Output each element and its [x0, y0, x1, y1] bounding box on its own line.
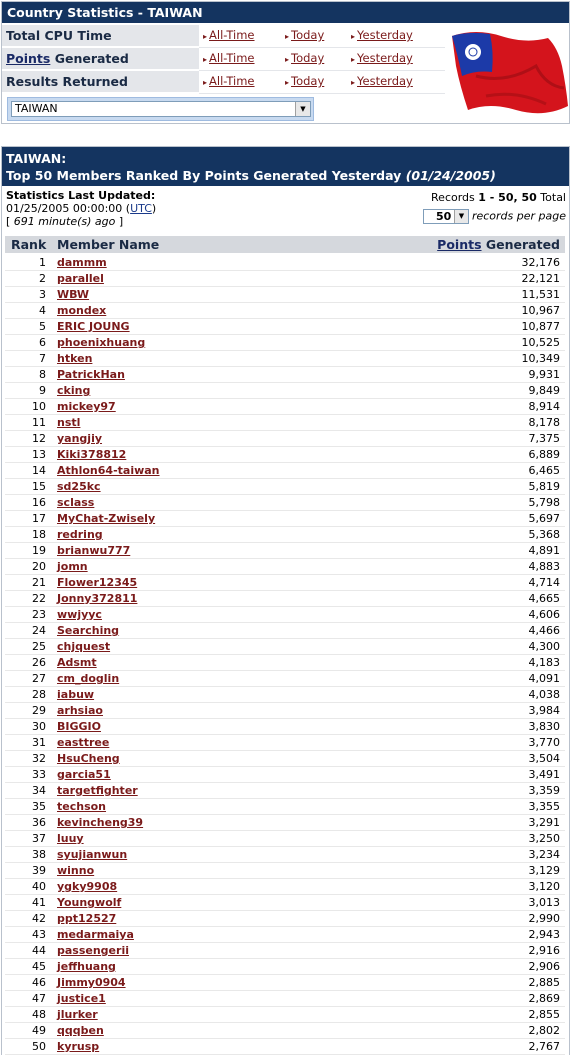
table-row: [5, 671, 565, 687]
rank-cell: 33: [32, 768, 46, 781]
table-row: [5, 543, 565, 559]
table-row: [5, 575, 565, 591]
rank-cell: 44: [32, 944, 46, 957]
table-row: [5, 767, 565, 783]
table-row: [5, 511, 565, 527]
chevron-down-icon[interactable]: ▼: [454, 210, 468, 223]
taiwan-flag-icon: [446, 26, 570, 123]
member-name-column-header: Member Name: [57, 237, 160, 252]
member-name-link[interactable]: jlurker: [57, 1008, 98, 1021]
member-name-link[interactable]: cking: [57, 384, 91, 397]
rank-cell: 49: [32, 1024, 46, 1037]
table-row: [5, 1007, 565, 1023]
results-returned-label: Results Returned: [2, 71, 199, 92]
member-name-link[interactable]: cm_doglin: [57, 672, 120, 685]
points-cell: 3,491: [528, 768, 560, 781]
rank-cell: 20: [32, 560, 46, 573]
points-cell: 3,250: [528, 832, 560, 845]
member-name-link[interactable]: justice1: [57, 992, 106, 1005]
arrow-right-icon: ▸: [203, 78, 208, 87]
member-name-link[interactable]: luuy: [57, 832, 84, 845]
table-row: [5, 735, 565, 751]
member-name-link[interactable]: kyrusp: [57, 1040, 100, 1053]
points-cell: 4,466: [528, 624, 560, 637]
points-cell: 5,368: [528, 528, 560, 541]
points-cell: 32,176: [521, 256, 560, 269]
results-yesterday-link[interactable]: ▸ Yesterday: [351, 71, 413, 93]
table-row: [5, 895, 565, 911]
rank-cell: 12: [32, 432, 46, 445]
table-row: [5, 607, 565, 623]
arrow-right-icon: ▸: [351, 32, 356, 41]
table-row: [5, 991, 565, 1007]
table-row: [5, 815, 565, 831]
table-row: [5, 559, 565, 575]
rank-cell: 9: [39, 384, 46, 397]
points-cell: 2,916: [528, 944, 560, 957]
points-cell: 2,767: [528, 1040, 560, 1053]
table-row: [5, 479, 565, 495]
member-name-link[interactable]: parallel: [57, 272, 104, 285]
table-row: [5, 975, 565, 991]
rank-column-header: Rank: [11, 237, 47, 252]
table-row: [5, 863, 565, 879]
points-generated-label: Points Generated: [2, 48, 199, 69]
member-name-link[interactable]: wwjyyc: [57, 608, 102, 621]
points-cell: 2,885: [528, 976, 560, 989]
cpu-alltime-link[interactable]: ▸ All-Time: [203, 25, 255, 47]
member-name-link[interactable]: mickey97: [57, 400, 116, 413]
points-cell: 4,091: [528, 672, 560, 685]
table-row: [5, 959, 565, 975]
rank-cell: 40: [32, 880, 46, 893]
points-cell: 10,349: [521, 352, 560, 365]
member-name-link[interactable]: HsuCheng: [57, 752, 120, 765]
cpu-yesterday-link[interactable]: ▸ Yesterday: [351, 25, 413, 47]
table-row: [5, 415, 565, 431]
rank-cell: 38: [32, 848, 46, 861]
table-row: [5, 719, 565, 735]
rank-cell: 3: [39, 288, 46, 301]
last-updated-info: Statistics Last Updated: 01/25/2005 00:00:00 (UTC) [ 691 minute(s) ago ]: [6, 189, 157, 228]
points-cell: 3,013: [528, 896, 560, 909]
member-name-link[interactable]: sd25kc: [57, 480, 101, 493]
rank-cell: 34: [32, 784, 46, 797]
rank-cell: 28: [32, 688, 46, 701]
points-yesterday-link[interactable]: ▸ Yesterday: [351, 48, 413, 70]
table-row: [5, 655, 565, 671]
rank-cell: 7: [39, 352, 46, 365]
points-help-link[interactable]: Points: [6, 51, 51, 66]
table-row: [5, 703, 565, 719]
rank-cell: 16: [32, 496, 46, 509]
points-cell: 7,375: [528, 432, 560, 445]
table-row: [5, 335, 565, 351]
arrow-right-icon: ▸: [285, 55, 290, 64]
rank-cell: 37: [32, 832, 46, 845]
member-name-link[interactable]: Flower12345: [57, 576, 138, 589]
points-cell: 10,967: [521, 304, 560, 317]
points-cell: 3,984: [528, 704, 560, 717]
member-name-link[interactable]: MyChat-Zwisely: [57, 512, 156, 525]
member-name-link[interactable]: WBW: [57, 288, 90, 301]
rank-cell: 24: [32, 624, 46, 637]
points-cell: 3,770: [528, 736, 560, 749]
country-stats-panel: [1, 1, 570, 124]
rank-cell: 25: [32, 640, 46, 653]
arrow-right-icon: ▸: [285, 78, 290, 87]
points-cell: 8,178: [528, 416, 560, 429]
cpu-today-link[interactable]: ▸ Today: [285, 25, 324, 47]
points-cell: 2,906: [528, 960, 560, 973]
rank-cell: 18: [32, 528, 46, 541]
member-name-link[interactable]: qqqben: [57, 1024, 104, 1037]
rank-cell: 45: [32, 960, 46, 973]
member-name-link[interactable]: phoenixhuang: [57, 336, 146, 349]
rank-cell: 35: [32, 800, 46, 813]
member-name-link[interactable]: nstl: [57, 416, 81, 429]
member-name-link[interactable]: BIGGIO: [57, 720, 101, 733]
arrow-right-icon: ▸: [351, 55, 356, 64]
member-name-link[interactable]: kevincheng39: [57, 816, 144, 829]
points-cell: 6,465: [528, 464, 560, 477]
rank-cell: 8: [39, 368, 46, 381]
chevron-down-icon[interactable]: ▼: [295, 102, 310, 116]
rank-cell: 50: [32, 1040, 46, 1053]
table-row: [5, 799, 565, 815]
points-cell: 3,291: [528, 816, 560, 829]
table-row: [5, 1039, 565, 1055]
member-name-link[interactable]: Searching: [57, 624, 120, 637]
utc-link[interactable]: UTC: [130, 202, 152, 215]
rank-cell: 1: [39, 256, 46, 269]
points-cell: 8,914: [528, 400, 560, 413]
table-row: [5, 911, 565, 927]
member-name-link[interactable]: Kiki378812: [57, 448, 127, 461]
points-cell: 10,525: [521, 336, 560, 349]
rank-cell: 30: [32, 720, 46, 733]
member-name-link[interactable]: sclass: [57, 496, 95, 509]
rank-cell: 36: [32, 816, 46, 829]
table-row: [5, 527, 565, 543]
points-cell: 4,183: [528, 656, 560, 669]
points-cell: 2,943: [528, 928, 560, 941]
points-cell: 22,121: [521, 272, 560, 285]
points-cell: 3,504: [528, 752, 560, 765]
member-name-link[interactable]: dammm: [57, 256, 107, 269]
points-cell: 2,869: [528, 992, 560, 1005]
table-row: [5, 831, 565, 847]
table-row: [5, 399, 565, 415]
rank-cell: 31: [32, 736, 46, 749]
rank-cell: 27: [32, 672, 46, 685]
table-row: [5, 927, 565, 943]
table-row: [5, 271, 565, 287]
total-cpu-time-label: Total CPU Time: [2, 25, 199, 46]
table-row: [5, 303, 565, 319]
rank-cell: 11: [32, 416, 46, 429]
member-name-link[interactable]: Jonny372811: [57, 592, 138, 605]
points-cell: 4,714: [528, 576, 560, 589]
table-row: [5, 431, 565, 447]
points-cell: 4,891: [528, 544, 560, 557]
table-row: [5, 847, 565, 863]
table-row: [5, 463, 565, 479]
points-cell: 3,129: [528, 864, 560, 877]
points-cell: 3,355: [528, 800, 560, 813]
member-name-link[interactable]: garcia51: [57, 768, 111, 781]
table-row: [5, 879, 565, 895]
arrow-right-icon: ▸: [203, 32, 208, 41]
points-cell: 10,877: [521, 320, 560, 333]
table-row: [5, 1023, 565, 1039]
member-name-link[interactable]: Youngwolf: [57, 896, 122, 909]
table-row: [5, 687, 565, 703]
ranking-title: TAIWAN: Top 50 Members Ranked By Points Generated Yesterday (01/24/2005): [2, 147, 569, 186]
table-row: [5, 367, 565, 383]
points-cell: 3,830: [528, 720, 560, 733]
country-stats-title: Country Statistics - TAIWAN: [2, 2, 569, 23]
member-name-link[interactable]: ERIC JOUNG: [57, 320, 130, 333]
member-name-link[interactable]: winno: [57, 864, 95, 877]
member-name-link[interactable]: Adsmt: [57, 656, 97, 669]
rank-cell: 47: [32, 992, 46, 1005]
rank-cell: 6: [39, 336, 46, 349]
table-header: [5, 236, 565, 253]
member-name-link[interactable]: Jimmy0904: [57, 976, 126, 989]
rank-cell: 2: [39, 272, 46, 285]
rank-cell: 41: [32, 896, 46, 909]
table-row: [5, 495, 565, 511]
table-row: [5, 351, 565, 367]
points-cell: 2,802: [528, 1024, 560, 1037]
points-cell: 4,300: [528, 640, 560, 653]
member-name-link[interactable]: medarmaiya: [57, 928, 134, 941]
member-name-link[interactable]: mondex: [57, 304, 107, 317]
rank-cell: 39: [32, 864, 46, 877]
member-name-link[interactable]: chjquest: [57, 640, 111, 653]
country-select[interactable]: TAIWAN ▼: [11, 101, 311, 117]
points-cell: 4,606: [528, 608, 560, 621]
points-cell: 3,234: [528, 848, 560, 861]
table-row: [5, 623, 565, 639]
rank-cell: 43: [32, 928, 46, 941]
points-cell: 6,889: [528, 448, 560, 461]
records-count: Records 1 - 50, 50 Total: [431, 191, 566, 204]
rank-cell: 14: [32, 464, 46, 477]
rank-cell: 23: [32, 608, 46, 621]
member-name-link[interactable]: htken: [57, 352, 93, 365]
points-column-header[interactable]: Points Generated: [437, 237, 560, 252]
table-row: [5, 751, 565, 767]
per-page-select[interactable]: 50 ▼: [423, 209, 469, 224]
results-today-link[interactable]: ▸ Today: [285, 71, 324, 93]
rank-cell: 13: [32, 448, 46, 461]
points-cell: 2,990: [528, 912, 560, 925]
rank-cell: 32: [32, 752, 46, 765]
member-name-link[interactable]: PatrickHan: [57, 368, 125, 381]
table-row: [5, 255, 565, 271]
member-name-link[interactable]: yangjiy: [57, 432, 103, 445]
rank-cell: 15: [32, 480, 46, 493]
arrow-right-icon: ▸: [285, 32, 290, 41]
rank-cell: 42: [32, 912, 46, 925]
points-cell: 5,819: [528, 480, 560, 493]
member-name-link[interactable]: ppt12527: [57, 912, 117, 925]
table-row: [5, 943, 565, 959]
points-cell: 9,849: [528, 384, 560, 397]
table-row: [5, 319, 565, 335]
table-row: [5, 287, 565, 303]
member-name-link[interactable]: techson: [57, 800, 107, 813]
rank-cell: 48: [32, 1008, 46, 1021]
points-cell: 11,531: [521, 288, 560, 301]
points-cell: 9,931: [528, 368, 560, 381]
points-cell: 4,665: [528, 592, 560, 605]
member-name-link[interactable]: targetfighter: [57, 784, 138, 797]
results-alltime-link[interactable]: ▸ All-Time: [203, 71, 255, 93]
country-select-wrapper: [7, 97, 314, 121]
rank-cell: 26: [32, 656, 46, 669]
points-cell: 5,798: [528, 496, 560, 509]
points-alltime-link[interactable]: ▸ All-Time: [203, 48, 255, 70]
member-name-link[interactable]: redring: [57, 528, 103, 541]
rank-cell: 10: [32, 400, 46, 413]
points-cell: 4,038: [528, 688, 560, 701]
member-name-link[interactable]: Athlon64-taiwan: [57, 464, 160, 477]
member-name-link[interactable]: iabuw: [57, 688, 95, 701]
member-name-link[interactable]: jomn: [57, 560, 88, 573]
ranking-table: [5, 255, 565, 1055]
points-cell: 4,883: [528, 560, 560, 573]
points-cell: 3,359: [528, 784, 560, 797]
rank-cell: 29: [32, 704, 46, 717]
rank-cell: 19: [32, 544, 46, 557]
arrow-right-icon: ▸: [351, 78, 356, 87]
rank-cell: 22: [32, 592, 46, 605]
per-page-control: 50 ▼ records per page: [423, 209, 566, 224]
member-name-link[interactable]: easttree: [57, 736, 110, 749]
points-cell: 2,855: [528, 1008, 560, 1021]
member-name-link[interactable]: arhsiao: [57, 704, 103, 717]
member-name-link[interactable]: ygky9908: [57, 880, 118, 893]
table-row: [5, 639, 565, 655]
table-row: [5, 447, 565, 463]
member-name-link[interactable]: jeffhuang: [57, 960, 116, 973]
member-name-link[interactable]: brianwu777: [57, 544, 131, 557]
rank-cell: 17: [32, 512, 46, 525]
table-row: [5, 591, 565, 607]
member-name-link[interactable]: syujianwun: [57, 848, 128, 861]
table-row: [5, 383, 565, 399]
rank-cell: 4: [39, 304, 46, 317]
rank-cell: 21: [32, 576, 46, 589]
rank-cell: 46: [32, 976, 46, 989]
points-today-link[interactable]: ▸ Today: [285, 48, 324, 70]
table-row: [5, 783, 565, 799]
points-cell: 3,120: [528, 880, 560, 893]
row-divider: [199, 93, 445, 94]
rank-cell: 5: [39, 320, 46, 333]
arrow-right-icon: ▸: [203, 55, 208, 64]
member-name-link[interactable]: passengerii: [57, 944, 129, 957]
points-cell: 5,697: [528, 512, 560, 525]
